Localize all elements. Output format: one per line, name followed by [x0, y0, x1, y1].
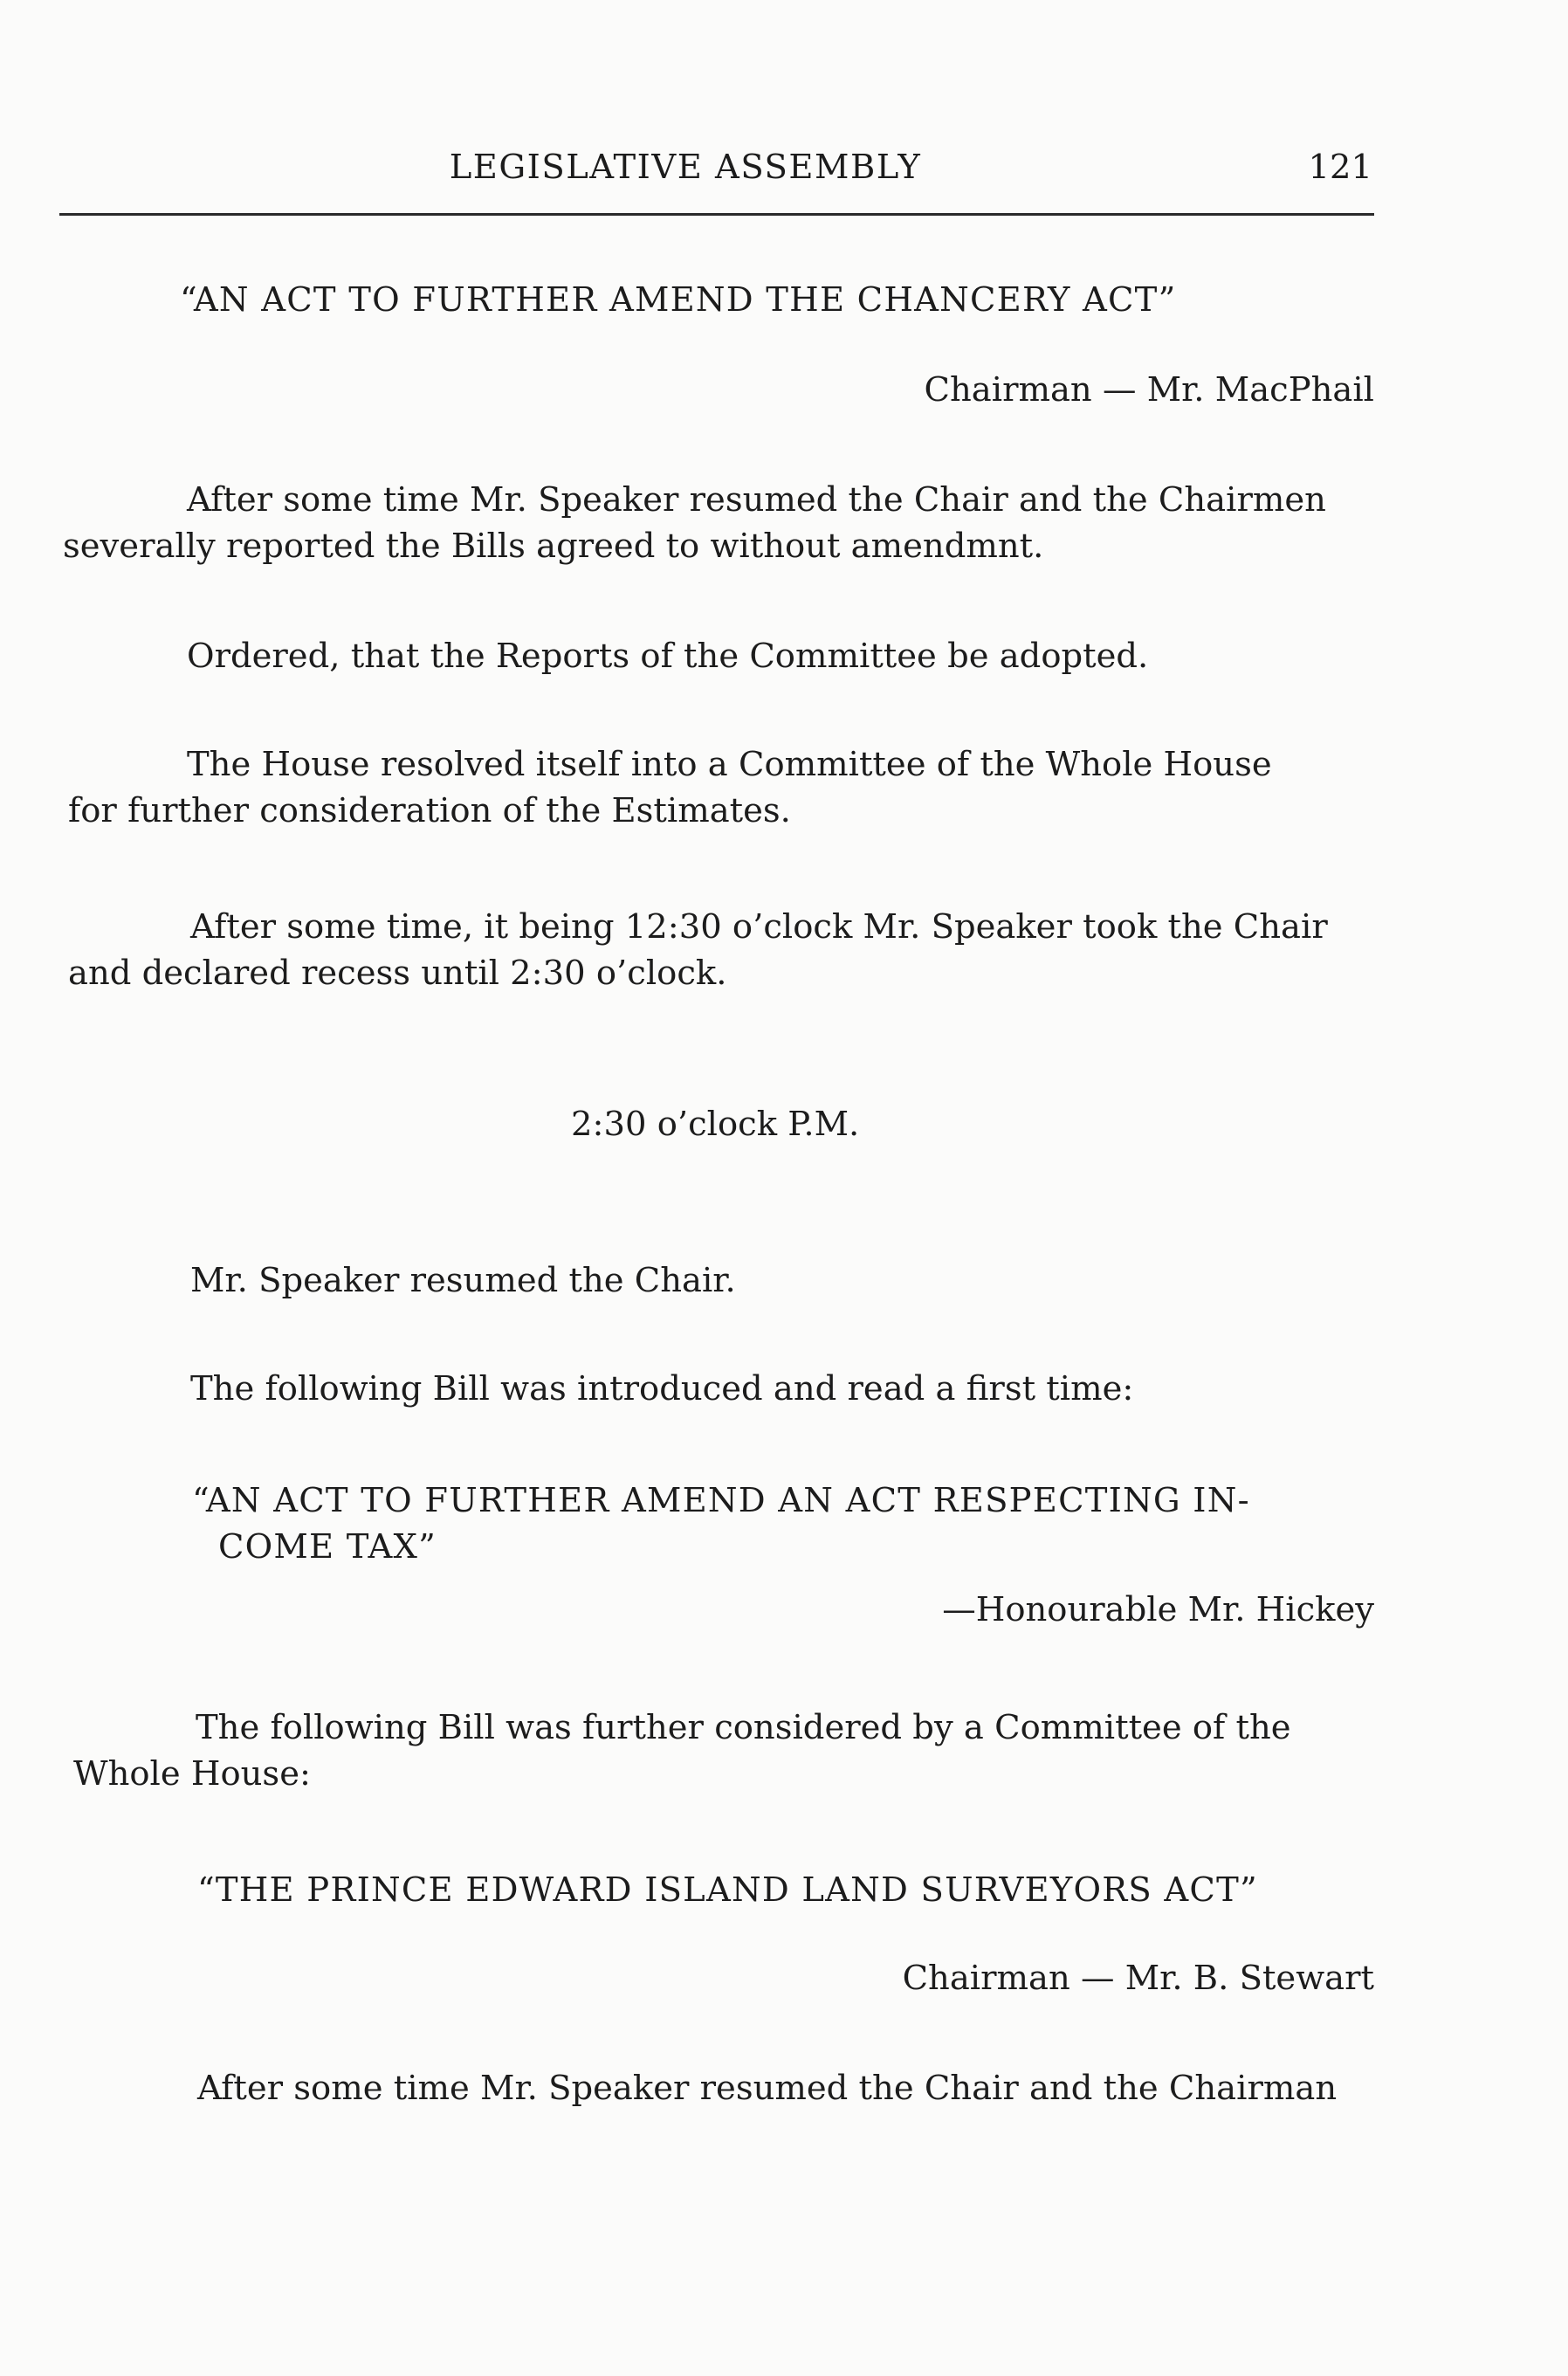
time-heading: 2:30 o’clock P.M. [571, 1105, 860, 1144]
bill-sponsor-hickey: —Honourable Mr. Hickey [942, 1590, 1374, 1629]
page-number: 121 [1308, 148, 1372, 187]
paragraph-line: The following Bill was introduced and read a first time: [190, 1369, 1134, 1408]
paragraph-line: and declared recess until 2:30 o’clock. [68, 954, 727, 993]
paragraph-line: After some time, it being 12:30 o’clock Mr. Speaker took the Chair [190, 907, 1328, 947]
bill-title-land-surveyors-act: “THE PRINCE EDWARD ISLAND LAND SURVEYORS ACT” [197, 1870, 1258, 1910]
paragraph-line: After some time Mr. Speaker resumed the Chair and the Chairman [197, 2069, 1338, 2108]
paragraph-line: After some time Mr. Speaker resumed the Chair and the Chairmen [187, 480, 1326, 520]
bill-title-income-tax-continued: COME TAX” [218, 1527, 437, 1567]
paragraph-line: The following Bill was further considered by a Committee of the [196, 1708, 1291, 1747]
bill-title-chancery-act: “AN ACT TO FURTHER AMEND THE CHANCERY ACT” [180, 280, 1177, 320]
header-rule [59, 213, 1374, 216]
bill-chairman-stewart: Chairman — Mr. B. Stewart [902, 1959, 1374, 1998]
paragraph-line: The House resolved itself into a Committee of the Whole House [187, 745, 1272, 784]
paragraph-line: severally reported the Bills agreed to without amendmnt. [63, 527, 1044, 566]
bill-title-income-tax: “AN ACT TO FURTHER AMEND AN ACT RESPECTING IN- [192, 1481, 1250, 1520]
bill-chairman-macphail: Chairman — Mr. MacPhail [924, 370, 1374, 410]
paragraph-line: Ordered, that the Reports of the Committee be adopted. [187, 637, 1149, 676]
paragraph-line: Mr. Speaker resumed the Chair. [190, 1261, 736, 1300]
paragraph-line: Whole House: [73, 1754, 311, 1794]
paragraph-line: for further consideration of the Estimates. [68, 791, 791, 830]
running-header-title: LEGISLATIVE ASSEMBLY [449, 148, 922, 187]
